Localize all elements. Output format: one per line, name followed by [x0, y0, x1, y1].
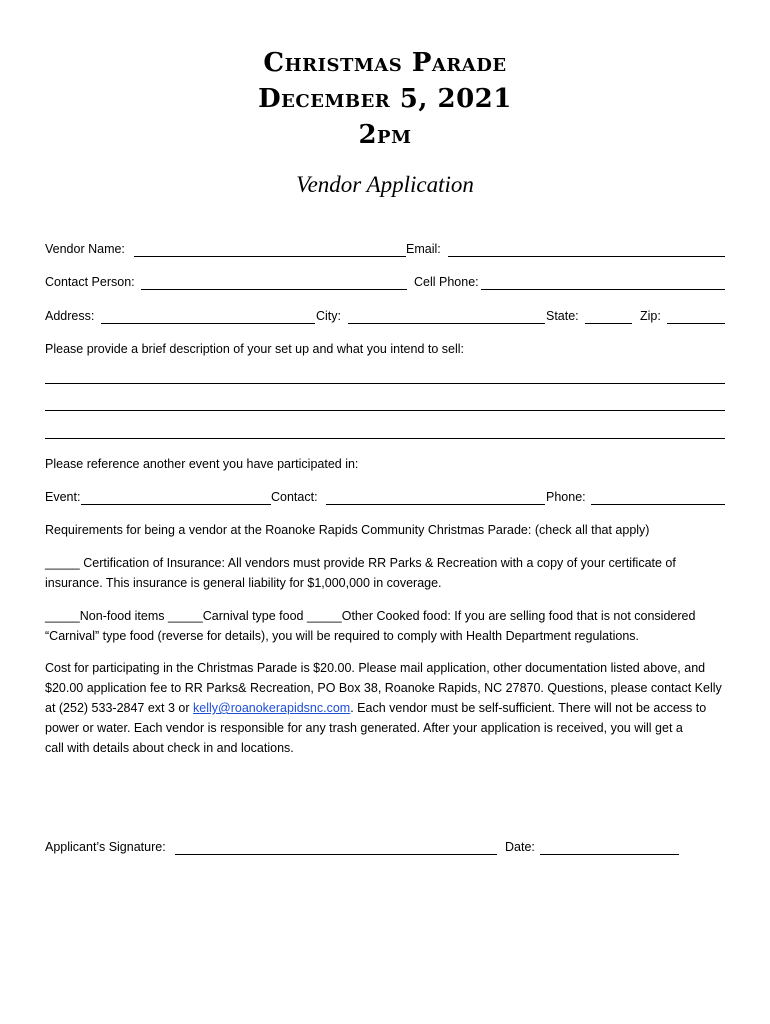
cost-text-pre: at (252) 533-2847 ext 3 or	[45, 701, 194, 715]
state-label: State:	[546, 309, 579, 323]
insurance-text-line: insurance. This insurance is general liability for $1,000,000 in coverage.	[45, 576, 442, 590]
description-prompt: Please provide a brief description of your set up and what you intend to sell:	[45, 342, 465, 356]
address-field[interactable]	[101, 323, 315, 324]
description-line[interactable]	[45, 410, 725, 411]
email-label: Email:	[406, 242, 441, 256]
cost-text-line: call with details about check in and locations.	[45, 741, 294, 755]
contact-email-link[interactable]: kelly@roanokerapidsnc.com	[193, 701, 351, 715]
food-requirement	[45, 606, 735, 646]
cell-phone-field[interactable]	[481, 289, 725, 290]
page-title: Christmas Parade	[263, 48, 507, 78]
address-label: Address:	[45, 309, 95, 323]
contact-label: Contact:	[271, 490, 318, 504]
event-field[interactable]	[81, 504, 271, 505]
description-line[interactable]	[45, 438, 725, 439]
cell-phone-label: Cell Phone:	[414, 275, 479, 289]
cost-text-post: . Each vendor must be self-sufficient. There will not be access to	[350, 701, 707, 715]
requirements-heading: Requirements for being a vendor at the Roanoke Rapids Community Christmas Parade: (check all that apply)	[45, 523, 650, 537]
cost-text-line: power or water. Each vendor is responsible for any trash generated. After your application is received, you will get a	[45, 721, 683, 735]
city-field[interactable]	[348, 323, 545, 324]
reference-prompt: Please reference another event you have participated in:	[45, 457, 359, 471]
cost-text-line	[45, 698, 735, 718]
contact-field[interactable]	[326, 504, 545, 505]
food-text-line: “Carnival” type food (reverse for details), you will be required to comply with Health Department regulations.	[45, 629, 640, 643]
event-date: December 5, 2021	[258, 84, 512, 114]
signature-field[interactable]	[175, 854, 497, 855]
date-field[interactable]	[540, 854, 679, 855]
zip-field[interactable]	[667, 323, 725, 324]
event-time: 2pm	[358, 120, 412, 150]
phone-field[interactable]	[591, 504, 725, 505]
description-line[interactable]	[45, 383, 725, 384]
date-label: Date:	[505, 840, 535, 854]
cost-text-line: Cost for participating in the Christmas Parade is $20.00. Please mail application, other documentation listed above, and	[45, 661, 706, 675]
insurance-requirement	[45, 553, 735, 593]
state-field[interactable]	[585, 323, 632, 324]
contact-person-label: Contact Person:	[45, 275, 135, 289]
cost-text-line: $20.00 application fee to RR Parks& Recreation, PO Box 38, Roanoke Rapids, NC 27870. Questions, please contact Kelly	[45, 681, 722, 695]
food-text-line: _____Non-food items _____Carnival type food _____Other Cooked food: If you are selling food that is not considered	[45, 609, 696, 623]
contact-person-field[interactable]	[141, 289, 407, 290]
insurance-text-line: _____ Certification of Insurance: All vendors must provide RR Parks & Recreation with a copy of your certificate of	[45, 556, 676, 570]
email-field[interactable]	[448, 256, 725, 257]
vendor-name-field[interactable]	[134, 256, 406, 257]
vendor-name-label: Vendor Name:	[45, 242, 125, 256]
signature-label: Applicant’s Signature:	[45, 840, 166, 854]
event-label: Event:	[45, 490, 81, 504]
zip-label: Zip:	[640, 309, 661, 323]
form-subtitle: Vendor Application	[296, 172, 474, 197]
city-label: City:	[316, 309, 341, 323]
cost-paragraph	[45, 658, 735, 758]
phone-label: Phone:	[546, 490, 586, 504]
